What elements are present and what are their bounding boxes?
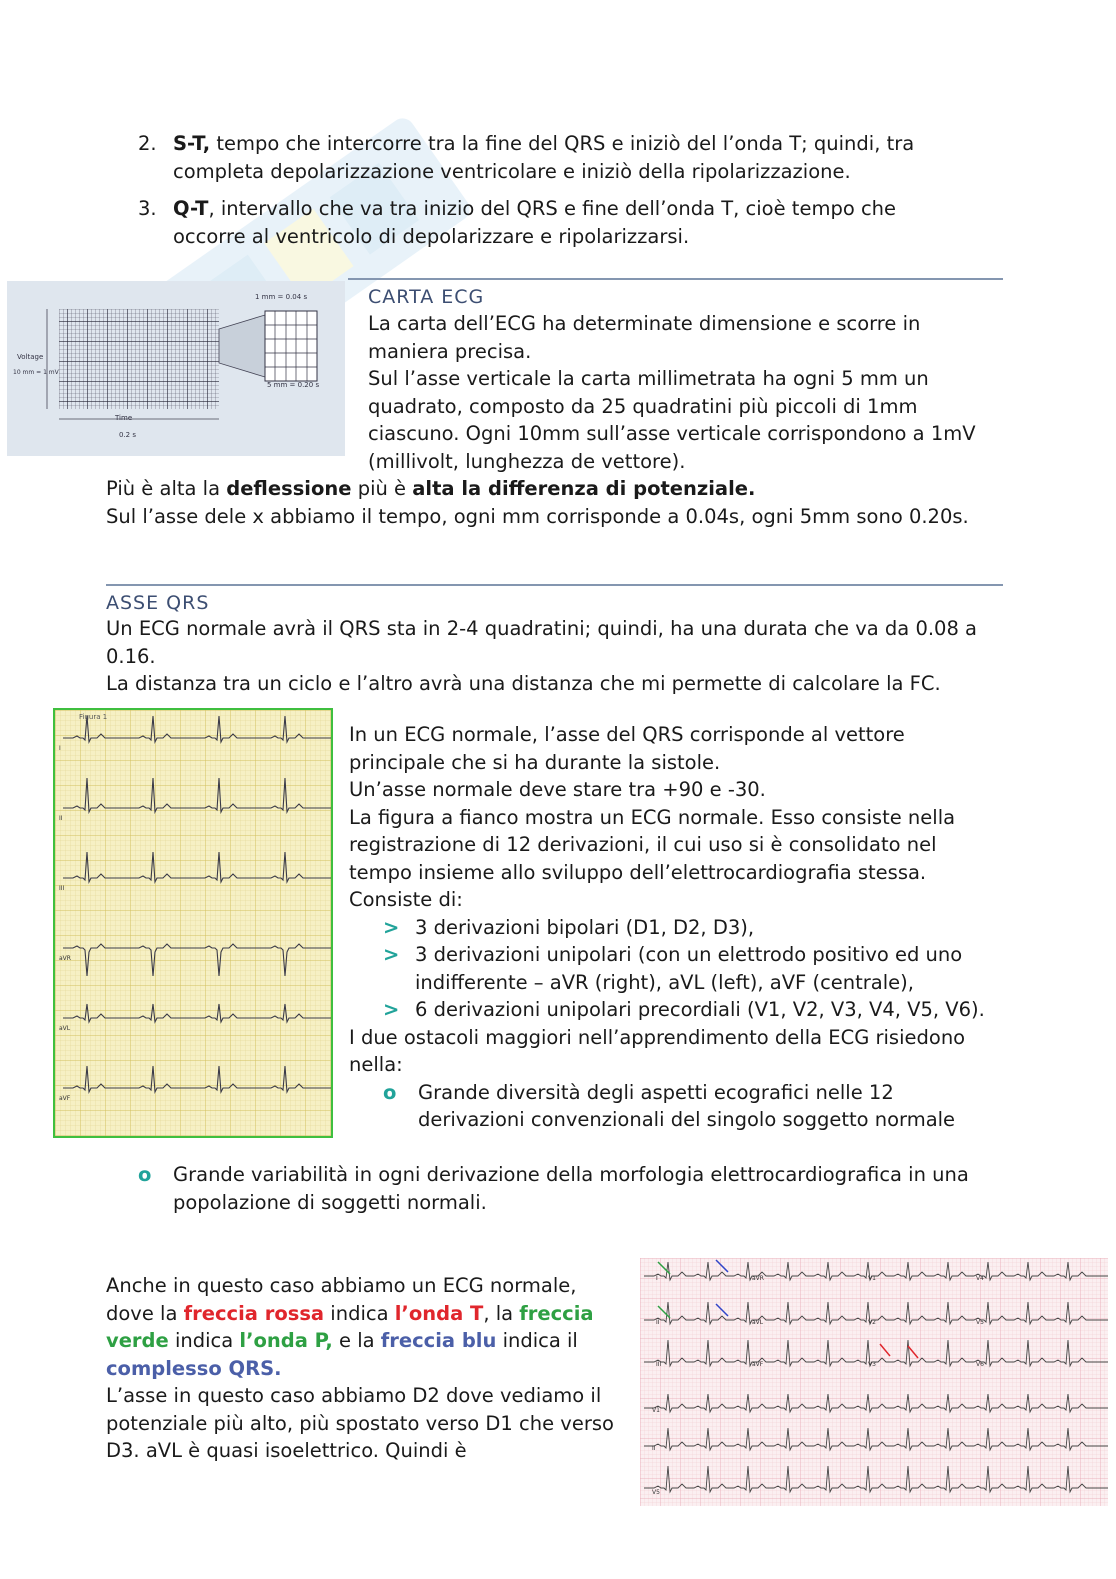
- ecg-twelve-lead-trace: [640, 1258, 1108, 1506]
- list-item-text: Grande diversità degli aspetti ecografici nelle 12 derivazioni convenzionali del singolo soggetto normale: [418, 1080, 956, 1131]
- list-item: [383, 941, 1004, 996]
- label-voltage: Voltage: [17, 353, 44, 361]
- term-st: S-T,: [173, 132, 211, 155]
- label-bottom: 5 mm = 0.20 s: [267, 381, 320, 389]
- arrow-list: [383, 914, 1004, 1024]
- list-item: [138, 1161, 988, 1216]
- lead-label: aVF: [59, 1095, 71, 1102]
- label-top: 1 mm = 0.04 s: [255, 293, 308, 301]
- list-number: 2.: [138, 132, 157, 155]
- paragraph: Un’asse normale deve stare tra +90 e -30.: [349, 778, 766, 801]
- paragraph: In un ECG normale, l’asse del QRS corrisponde al vettore principale che si ha durante la sistole.: [349, 723, 905, 774]
- ecg-six-lead-figure: [53, 708, 333, 1138]
- list-item-text: 6 derivazioni unipolari precordiali (V1, V2, V3, V4, V5, V6).: [415, 998, 985, 1021]
- list-item-text: , intervallo che va tra inizio del QRS e fine dell’onda T, cioè tempo che occorre al ventricolo di depolarizzare e ripolarizzarsi.: [173, 197, 897, 248]
- lead-label: aVL: [59, 1025, 71, 1032]
- label-volt-scale: 10 mm = 1 mV: [13, 369, 59, 376]
- p-wave-term: l’onda P,: [239, 1329, 333, 1352]
- paragraph-arrows: [106, 1272, 626, 1382]
- lead-label: V6: [976, 1361, 984, 1368]
- list-item-qt: [138, 195, 968, 250]
- text-run: , la: [483, 1301, 520, 1325]
- list-item: [383, 996, 1004, 1024]
- list-item: [383, 1079, 1004, 1134]
- lead-label: V5: [652, 1489, 660, 1496]
- lead-label: II: [656, 1319, 660, 1326]
- arrow-bullet-icon: >: [383, 943, 400, 966]
- lead-label: V1: [868, 1275, 876, 1282]
- asse-text: [106, 615, 1006, 698]
- blue-arrow-term: freccia blu: [380, 1329, 497, 1352]
- list-item-text: 3 derivazioni bipolari (D1, D2, D3),: [415, 915, 755, 939]
- text-run: indica: [168, 1329, 240, 1352]
- paragraph: I due ostacoli maggiori nell’apprendimento della ECG risiedono nella:: [349, 1025, 966, 1076]
- green-arrow-term: freccia verde: [106, 1301, 594, 1352]
- paragraph: Consiste di:: [349, 888, 463, 911]
- list-item-text: 3 derivazioni unipolari (con un elettrodo positivo ed uno indifferente – aVR (right), aVL (left), aVF (centrale),: [415, 943, 963, 994]
- text-run: indica: [324, 1301, 395, 1325]
- lead-label: V4: [976, 1275, 984, 1282]
- paragraph: La distanza tra un ciclo e l’altro avrà una distanza che mi permette di calcolare la FC.: [106, 672, 941, 695]
- bold-term: deflessione: [226, 477, 352, 500]
- figure-title: Figura 1: [79, 713, 108, 721]
- carta-text: [368, 310, 983, 475]
- qrs-term: complesso QRS.: [106, 1356, 282, 1380]
- text-run: indica il: [496, 1329, 578, 1352]
- paragraph: Sul l’asse verticale la carta millimetrata ha ogni 5 mm un quadrato, composto da 25 quadratini più piccoli di 1mm ciascuno. Ogni 10mm sull’asse verticale corrispondono a 1mV (millivolt, lunghezza de vettore).: [368, 367, 976, 473]
- lead-label: aVL: [752, 1319, 764, 1326]
- lead-label: II: [59, 815, 63, 822]
- heading-carta-ecg: CARTA ECG: [368, 286, 485, 308]
- paragraph: La figura a fianco mostra un ECG normale. Esso consiste nella registrazione di 12 derivazioni, il cui uso si è consolidato nel tempo insieme allo sviluppo dell’elettrocardiografia stessa.: [349, 805, 956, 884]
- arrow-bullet-icon: >: [383, 915, 400, 939]
- ecg-paper-figure: [7, 281, 345, 456]
- circle-bullet-icon: o: [138, 1163, 152, 1186]
- term-qt: Q-T: [173, 197, 209, 220]
- circle-bullet-icon: o: [383, 1080, 397, 1104]
- label-time-scale: 0.2 s: [119, 431, 137, 439]
- lead-label: aVF: [752, 1361, 764, 1368]
- list-item-text: tempo che intercorre tra la fine del QRS e iniziò del l’onda T; quindi, tra completa depolarizzazione ventricolare e iniziò della ripolarizzazione.: [173, 132, 915, 183]
- list-item: [383, 914, 1004, 942]
- list-number: 3.: [138, 197, 157, 220]
- bottom-text: [106, 1272, 626, 1465]
- asse-side-text: [349, 721, 1004, 1134]
- arrow-bullet-icon: >: [383, 998, 400, 1021]
- t-wave-term: l’onda T: [394, 1301, 484, 1325]
- text-run: Anche in questo caso abbiamo un ECG normale, dove la: [106, 1274, 577, 1325]
- paragraph-deflessione: [106, 475, 986, 503]
- list-item-st: [138, 130, 968, 185]
- lead-label: V5: [976, 1319, 984, 1326]
- list-text: [173, 130, 968, 185]
- label-time: Time: [115, 414, 133, 422]
- lead-label: I: [59, 745, 61, 752]
- lead-label: V3: [868, 1361, 876, 1368]
- text-run: più è: [351, 477, 413, 500]
- paragraph: La carta dell’ECG ha determinate dimensione e scorre in maniera precisa.: [368, 312, 921, 363]
- lead-label: I: [656, 1275, 658, 1282]
- lead-label: II: [652, 1445, 656, 1452]
- text-run: e la: [332, 1329, 381, 1352]
- ecg-twelve-lead-figure: [640, 1258, 1108, 1506]
- ecg-grid: [59, 309, 219, 409]
- lead-label: III: [656, 1361, 662, 1368]
- lead-label: aVR: [59, 955, 71, 962]
- ecg-paper-diagram: [7, 281, 345, 456]
- list-item-text: Grande variabilità in ogni derivazione della morfologia elettrocardiografica in una popolazione di soggetti normali.: [173, 1163, 969, 1214]
- lead-label: V2: [868, 1319, 876, 1326]
- lead-label: aVR: [752, 1275, 764, 1282]
- paragraph: Un ECG normale avrà il QRS sta in 2-4 quadratini; quindi, ha una durata che va da 0.08 a 0.16.: [106, 617, 978, 668]
- section-rule: [348, 278, 1003, 280]
- section-rule: [106, 584, 1003, 586]
- paragraph: Sul l’asse dele x abbiamo il tempo, ogni mm corrisponde a 0.04s, ogni 5mm sono 0.20s.: [106, 504, 969, 528]
- heading-asse-qrs: ASSE QRS: [106, 592, 210, 614]
- carta-text-full: [106, 475, 986, 530]
- list-text: [173, 195, 968, 250]
- bold-term: alta la differenza di potenziale.: [412, 477, 756, 500]
- ecg-six-lead-trace: [55, 710, 331, 1136]
- text-run: Più è alta la: [106, 477, 227, 500]
- lead-label: III: [59, 885, 65, 892]
- paragraph: L’asse in questo caso abbiamo D2 dove vediamo il potenziale più alto, più spostato verso D1 che verso D3. aVL è quasi isoelettrico. Quindi è: [106, 1384, 614, 1462]
- red-arrow-term: freccia rossa: [183, 1301, 325, 1325]
- lead-label: V1: [652, 1407, 660, 1414]
